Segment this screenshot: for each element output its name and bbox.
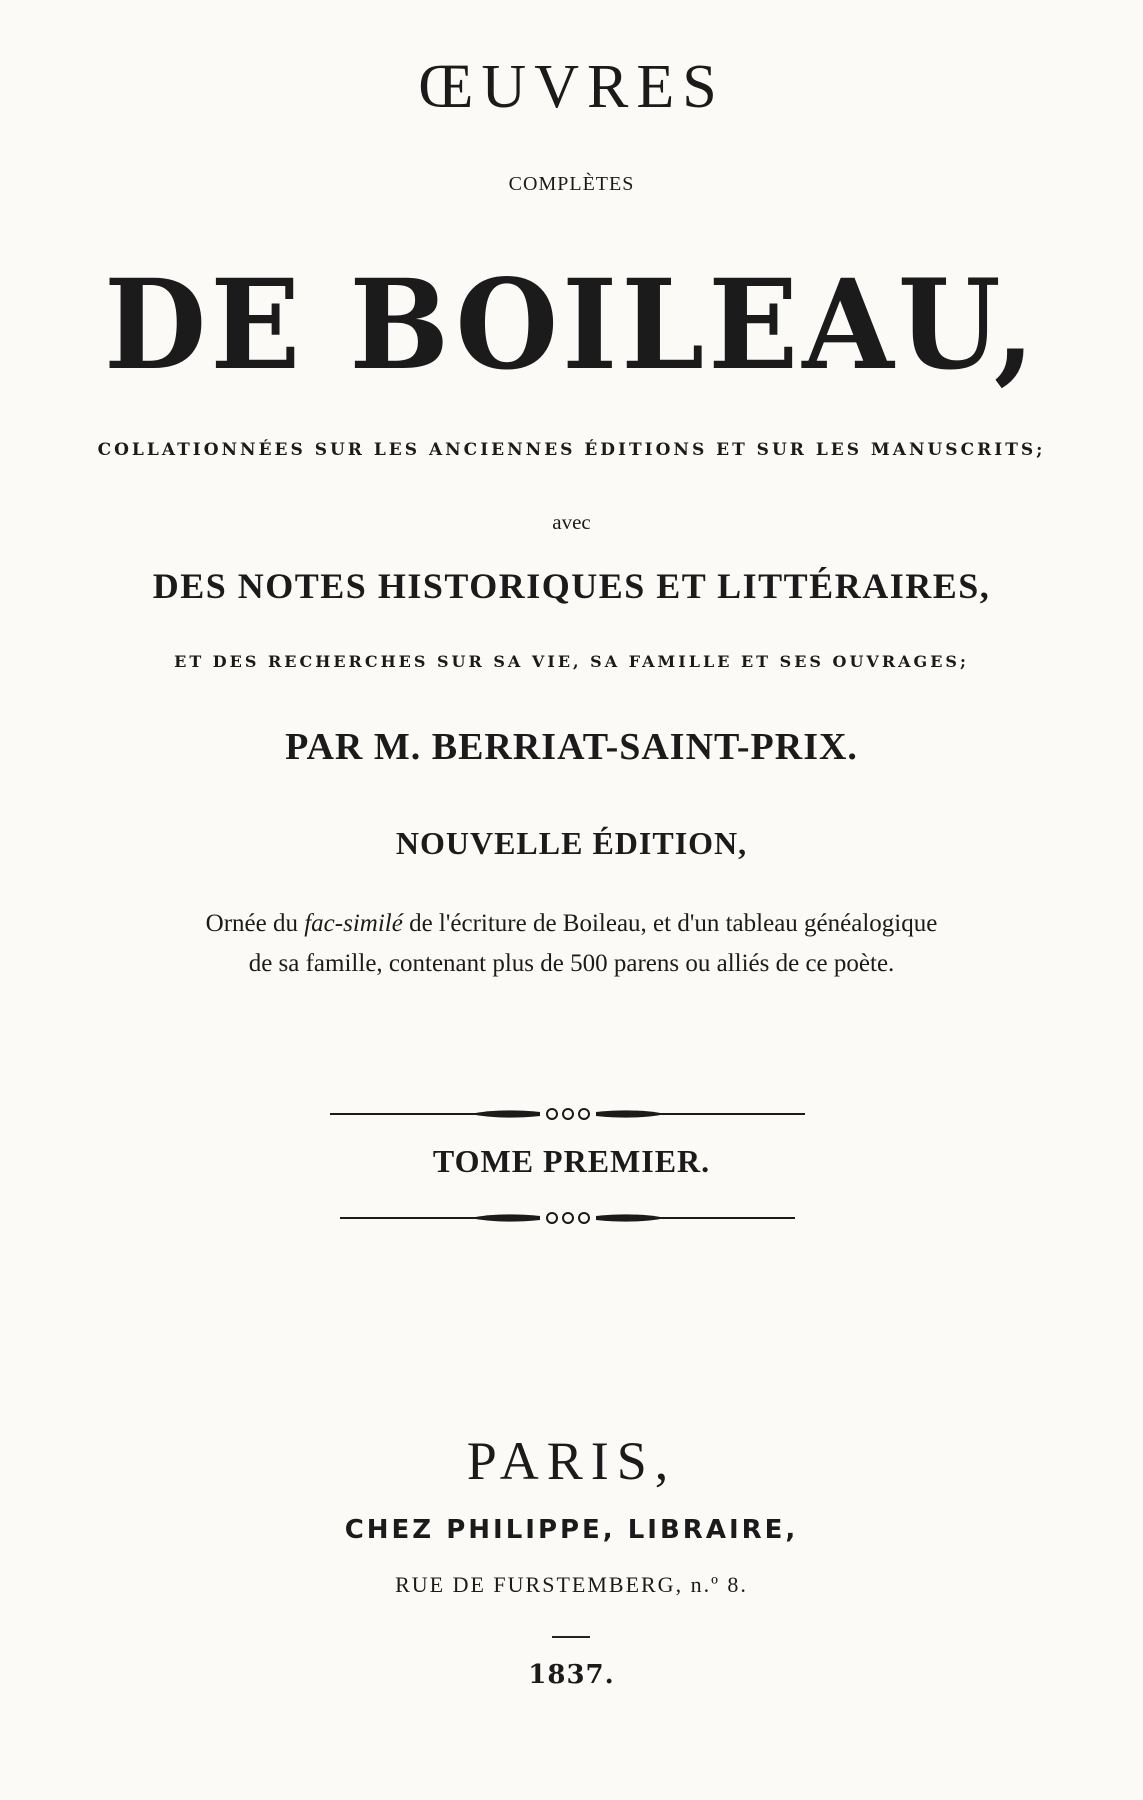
edition-desc-italic: fac-similé <box>304 910 403 937</box>
volume-label: TOME PREMIER. <box>432 1143 711 1179</box>
edition-desc-prefix: Ornée du <box>205 910 305 937</box>
subtitle-avec: avec <box>552 510 591 534</box>
edition-desc-suffix: de l'écriture de Boileau, et d'un tableau généalogique <box>402 910 938 937</box>
short-divider <box>552 1636 590 1638</box>
imprint-year: 1837. <box>528 1660 615 1690</box>
subtitle-collation: COLLATIONNÉES SUR LES ANCIENNES ÉDITIONS ET SUR LES MANUSCRITS; <box>97 440 1046 460</box>
edition-description-line2: de sa famille, contenant plus de 500 parens ou alliés de ce poète. <box>248 950 895 977</box>
ornamental-rule-bottom <box>0 1208 1143 1228</box>
imprint-city: PARIS, <box>466 1431 677 1491</box>
edition-description-line1 <box>0 910 1143 938</box>
title-de-boileau: DE BOILEAU, <box>104 251 1039 398</box>
title-completes: complètes <box>508 165 635 197</box>
author-line: PAR M. BERRIAT-SAINT-PRIX. <box>285 726 858 768</box>
ornamental-rule-top <box>0 1104 1143 1124</box>
edition-label: NOUVELLE ÉDITION, <box>395 825 748 861</box>
subtitle-notes: DES NOTES HISTORIQUES ET LITTÉRAIRES, <box>152 566 991 606</box>
subtitle-recherches: ET DES RECHERCHES SUR SA VIE, SA FAMILLE ET SES OUVRAGES; <box>174 652 969 671</box>
imprint-publisher: CHEZ PHILIPPE, LIBRAIRE, <box>344 1515 799 1545</box>
title-oeuvres: ŒUVRES <box>418 53 725 121</box>
imprint-address: RUE DE FURSTEMBERG, n.º 8. <box>395 1572 748 1597</box>
